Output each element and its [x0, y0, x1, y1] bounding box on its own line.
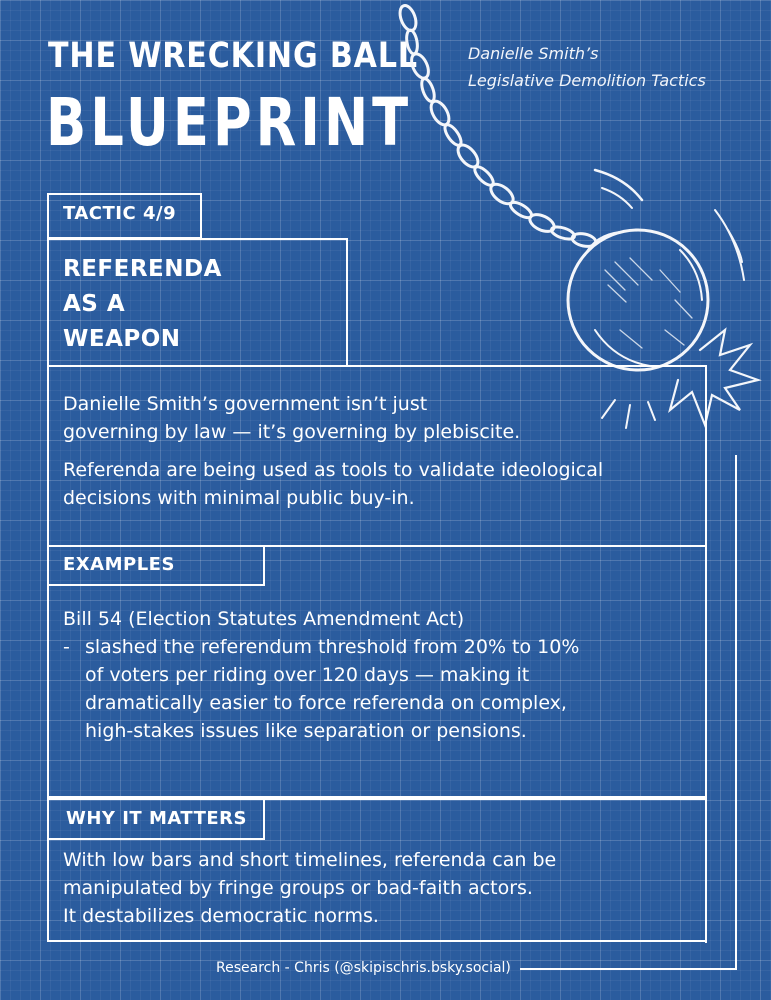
footer-credit: Research - Chris (@skipischris.bsky.social) — [216, 960, 511, 976]
examples-text — [63, 605, 693, 745]
why-text — [63, 846, 693, 930]
bullet-line: of voters per riding over 120 days — making it — [85, 664, 530, 686]
bullet-marker: - — [63, 636, 70, 658]
bullet-line: dramatically easier to force referenda on complex, — [85, 692, 567, 714]
footer-rule — [520, 968, 735, 970]
bullet-line: high-stakes issues like separation or pensions. — [85, 720, 527, 742]
subtitle-line-1: Danielle Smith’s — [468, 44, 599, 63]
bullet-line: slashed the referendum threshold from 20% to 10% — [85, 636, 580, 658]
title-line-1: THE WRECKING BALL — [48, 36, 418, 76]
intro-line: decisions with minimal public buy-in. — [63, 487, 415, 509]
headline-line: WEAPON — [63, 326, 181, 352]
tactic-label: TACTIC 4/9 — [63, 203, 177, 224]
footer-vertical-rule — [735, 455, 737, 970]
why-line: manipulated by fringe groups or bad-faith actors. — [63, 877, 533, 899]
intro-line: Referenda are being used as tools to validate ideological — [63, 459, 604, 481]
title-line-2: BLUEPRINT — [46, 84, 413, 161]
why-line: With low bars and short timelines, referenda can be — [63, 849, 557, 871]
intro-line: governing by law — it’s governing by plebiscite. — [63, 421, 521, 443]
why-line: It destabilizes democratic norms. — [63, 905, 379, 927]
intro-line: Danielle Smith’s government isn’t just — [63, 393, 428, 415]
headline-line: REFERENDA — [63, 256, 222, 282]
bill-title: Bill 54 (Election Statutes Amendment Act) — [63, 608, 465, 630]
why-label: WHY IT MATTERS — [66, 808, 247, 829]
subtitle-line-2: Legislative Demolition Tactics — [468, 71, 706, 90]
intro-top-rule — [346, 365, 707, 367]
examples-label: EXAMPLES — [63, 554, 175, 575]
headline — [63, 252, 222, 357]
bullet-item — [63, 633, 693, 745]
intro-text — [63, 390, 693, 512]
headline-line: AS A — [63, 291, 126, 317]
